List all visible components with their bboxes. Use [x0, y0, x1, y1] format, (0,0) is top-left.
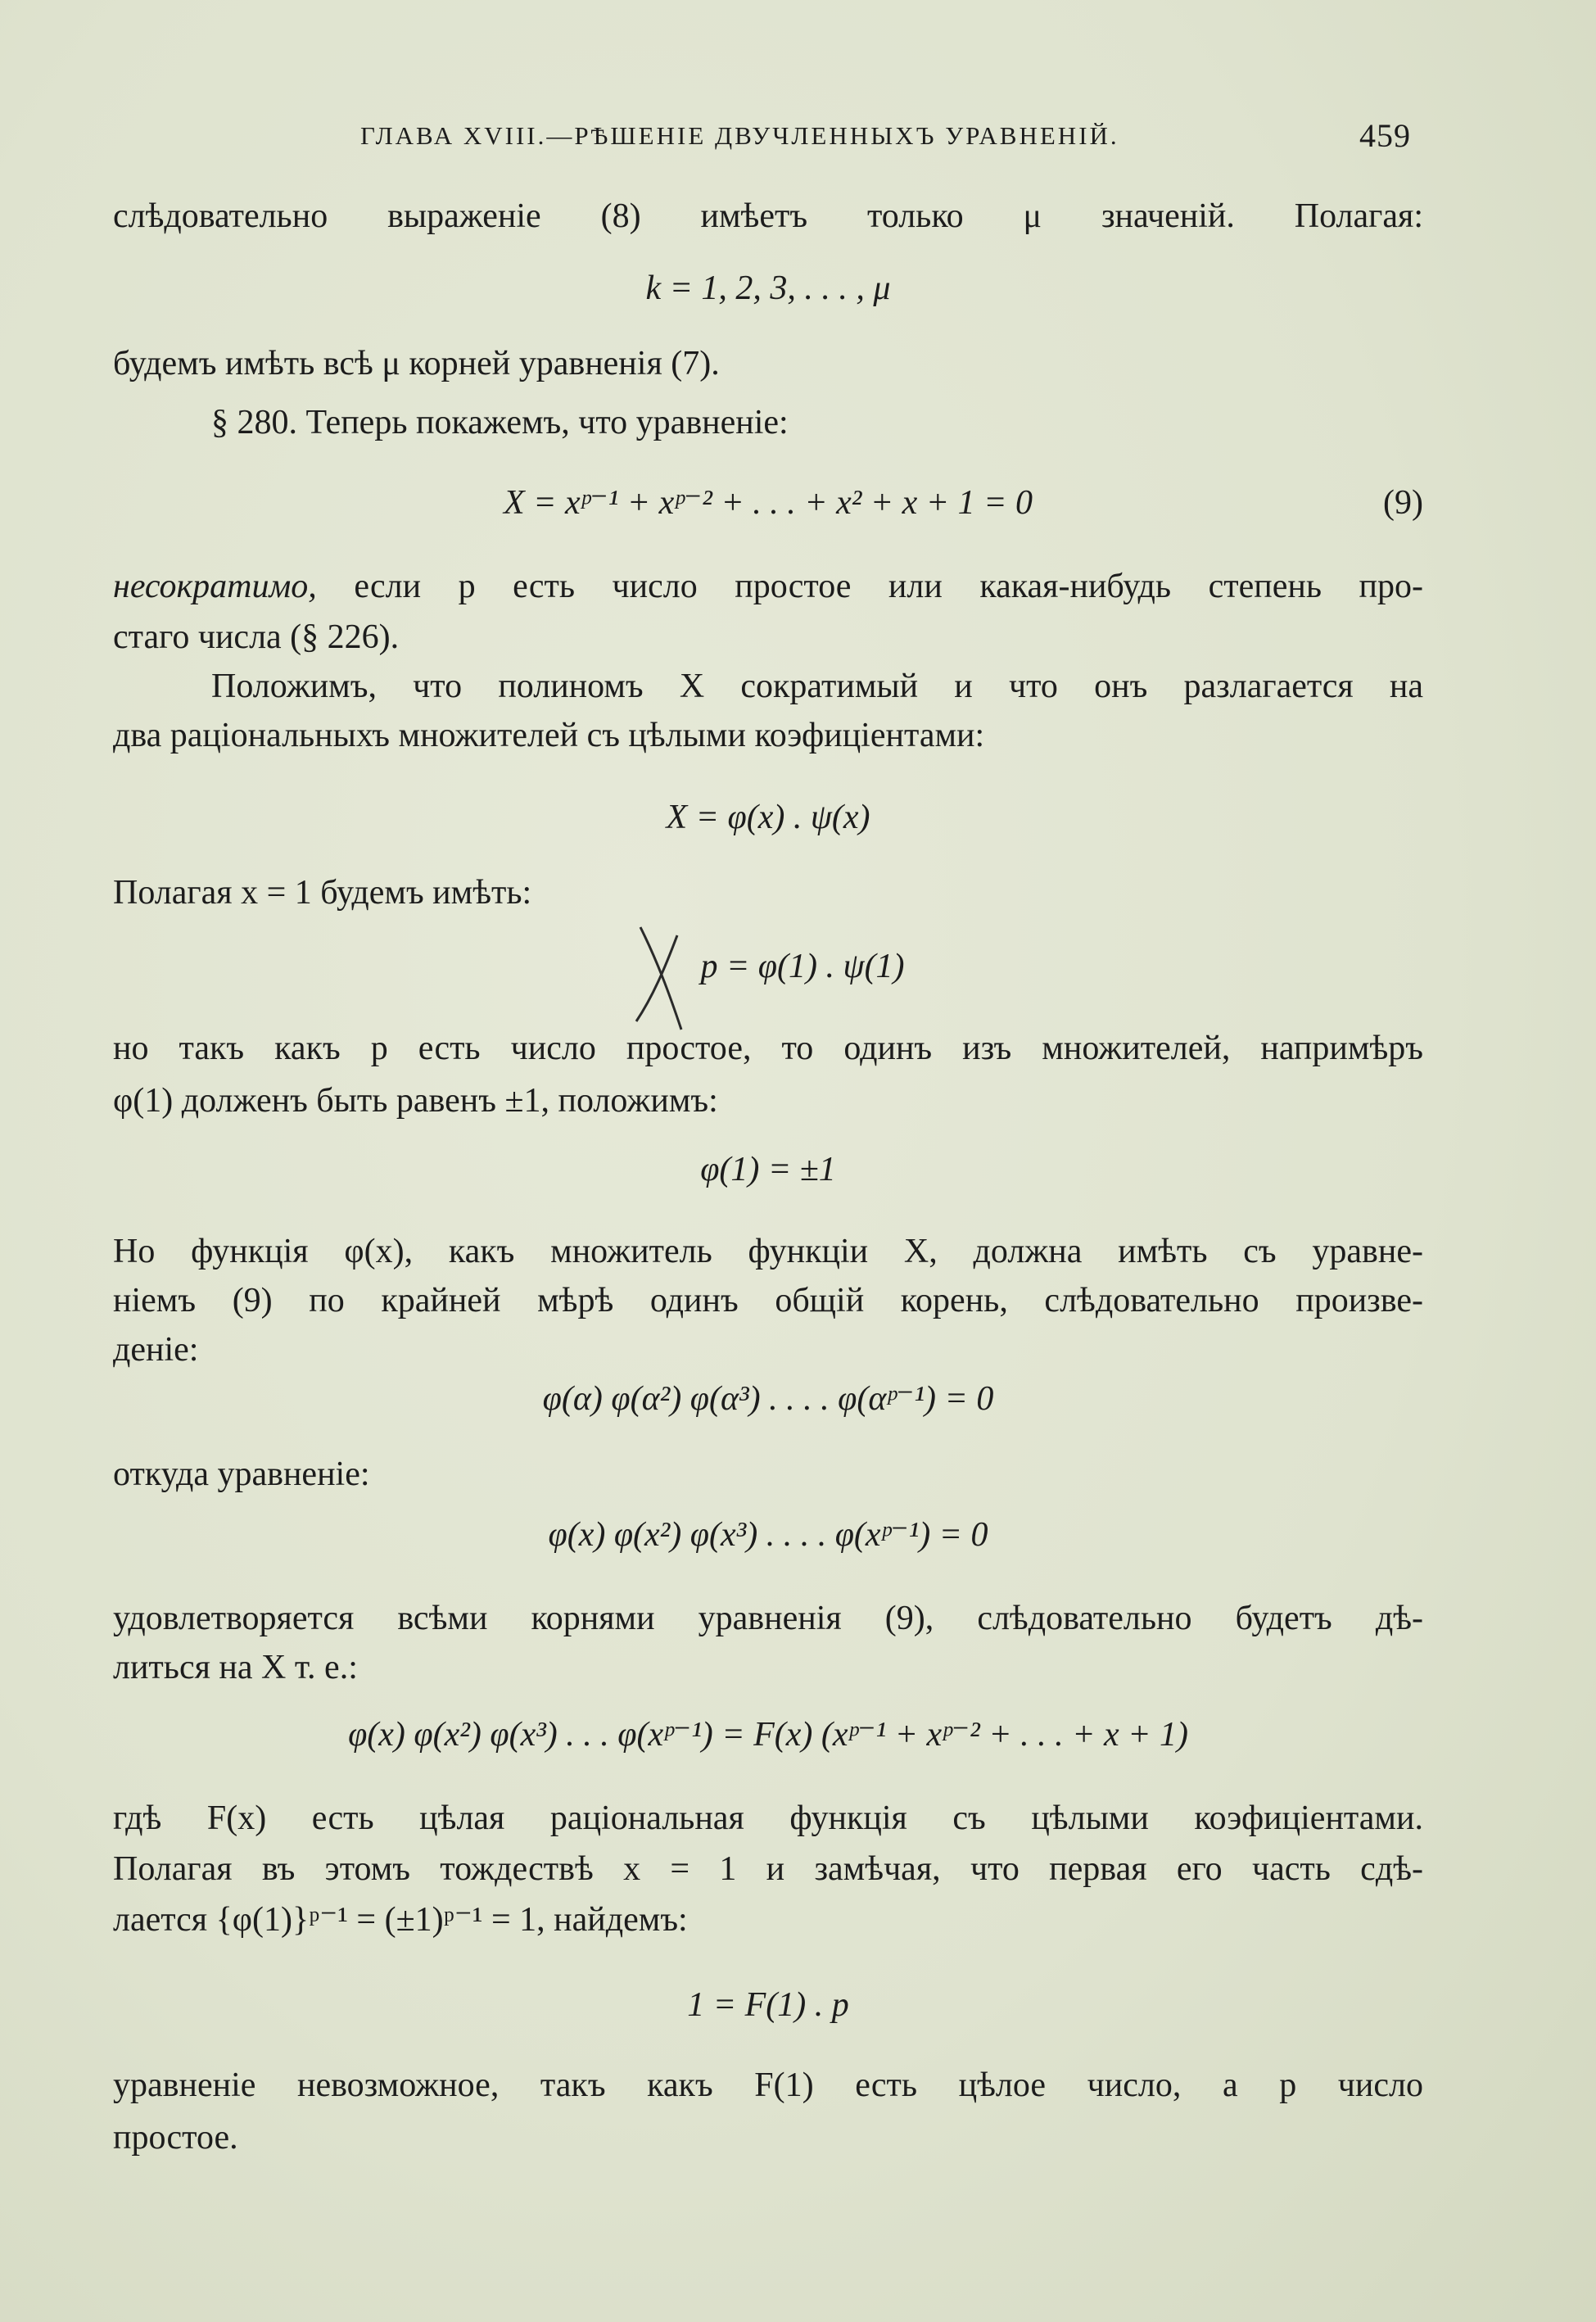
section-heading-280: § 280. Теперь покажемъ, что уравненіе: — [211, 404, 789, 441]
equation-phi-one: φ(1) = ±1 — [700, 1151, 836, 1188]
text-line: Полагая x = 1 будемъ имѣть: — [113, 874, 532, 912]
text-line: деніе: — [113, 1331, 199, 1369]
text-line: удовлетворяется всѣми корнями уравненія (9), слѣдовательно будетъ дѣ- — [113, 1600, 1423, 1637]
text-line: ніемъ (9) по крайней мѣрѣ одинъ общій корень, слѣдовательно произве- — [113, 1282, 1423, 1319]
handwritten-x-mark — [632, 919, 689, 1034]
page-number: 459 — [1359, 117, 1411, 154]
text-line: литься на X т. е.: — [113, 1649, 358, 1686]
text-line: Положимъ, что полиномъ X сократимый и что онъ разлагается на — [211, 668, 1423, 705]
equation-final: 1 = F(1) . p — [687, 1986, 849, 2024]
text-line: два раціональныхъ множителей съ цѣлыми коэфиціентами: — [113, 717, 985, 754]
text-line: будемъ имѣть всѣ μ корней уравненія (7). — [113, 345, 720, 382]
equation-p-product: p = φ(1) . ψ(1) — [700, 948, 905, 985]
text-line: лается {φ(1)}ᵖ⁻¹ = (±1)ᵖ⁻¹ = 1, найдемъ: — [113, 1901, 688, 1939]
text-line: Но функція φ(x), какъ множитель функціи X, должна имѣть съ уравне- — [113, 1233, 1423, 1270]
text-line: откуда уравненіе: — [113, 1455, 370, 1493]
equation-alpha-product: φ(α) φ(α²) φ(α³) . . . . φ(αᵖ⁻¹) = 0 — [542, 1380, 994, 1418]
equation-factorization: X = φ(x) . ψ(x) — [666, 799, 870, 836]
text-line: простое. — [113, 2119, 238, 2157]
text-line — [113, 565, 1423, 608]
equation-9-body: X = xᵖ⁻¹ + xᵖ⁻² + . . . + x² + x + 1 = 0 — [504, 484, 1033, 522]
running-title: ГЛАВА XVIII.—РѢШЕНІЕ ДВУЧЛЕННЫХЪ УРАВНЕНІЙ. — [360, 121, 1119, 150]
emphasis-text: несократимо, — [113, 568, 317, 605]
equation-x-product: φ(x) φ(x²) φ(x³) . . . . φ(xᵖ⁻¹) = 0 — [548, 1516, 988, 1554]
text-line: уравненіе невозможное, такъ какъ F(1) есть цѣлое число, а p число — [113, 2066, 1423, 2104]
text-line: гдѣ F(x) есть цѣлая раціональная функція съ цѣлыми коэфиціентами. — [113, 1799, 1423, 1837]
equation-number: (9) — [1383, 484, 1423, 522]
text-line: φ(1) долженъ быть равенъ ±1, положимъ: — [113, 1082, 718, 1120]
text-line: слѣдовательно выраженіе (8) имѣетъ только μ значеній. Полагая: — [113, 197, 1423, 235]
text-line: стаго числа (§ 226). — [113, 618, 400, 656]
text-fragment: если p есть число простое или какая-нибудь степень про- — [316, 568, 1423, 605]
text-line: но такъ какъ p есть число простое, то одинъ изъ множителей, напримѣръ — [113, 1030, 1423, 1067]
equation-k-values: k = 1, 2, 3, . . . , μ — [645, 269, 891, 307]
equation-division: φ(x) φ(x²) φ(x³) . . . φ(xᵖ⁻¹) = F(x) (xᵖ⁻¹ + xᵖ⁻² + . . . + x + 1) — [348, 1716, 1188, 1754]
equation-9 — [113, 482, 1423, 524]
text-line: Полагая въ этомъ тождествѣ x = 1 и замѣчая, что первая его часть сдѣ- — [113, 1850, 1423, 1888]
